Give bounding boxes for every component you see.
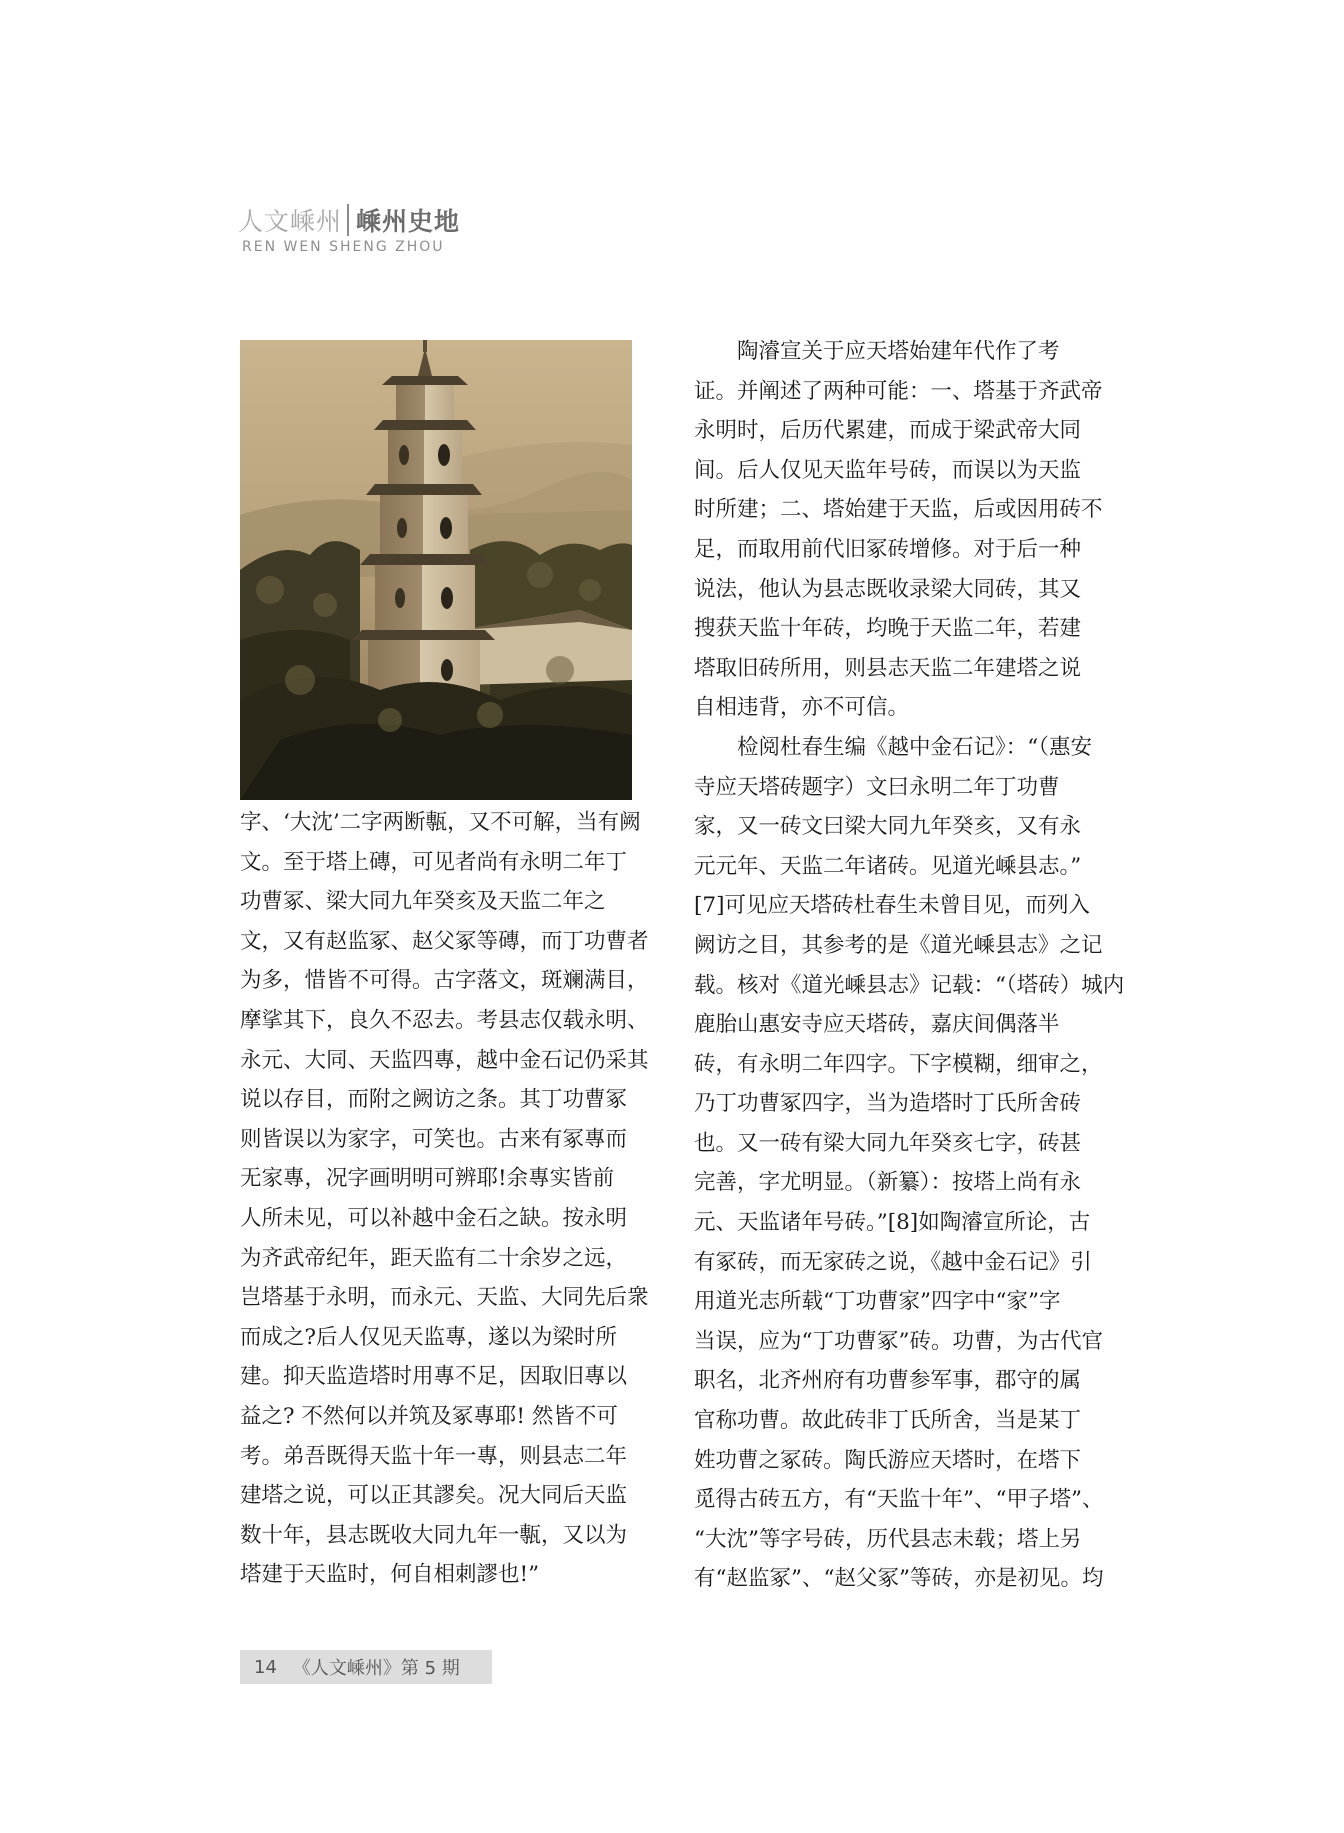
paragraph-line: 姓功曹之冢砖。陶氏游应天塔时，在塔下 (694, 1447, 1082, 1473)
page-footer (240, 1650, 492, 1684)
paragraph-line: 用道光志所载“丁功曹家”四字中“家”字 (694, 1289, 1061, 1315)
paragraph-line: 则皆误以为家字，可笑也。古来有冢專而 (240, 1126, 628, 1152)
paragraph-line: [7]可见应天塔砖杜春生未曾目见，而列入 (694, 893, 1090, 919)
paragraph-line: 数十年，县志既收大同九年一甎，又以为 (240, 1522, 628, 1548)
left-text-column (240, 803, 649, 1595)
page-number: 14 (254, 1656, 277, 1678)
paragraph-line: 搜获天监十年砖，均晚于天监二年，若建 (694, 616, 1082, 642)
paragraph-line: 说法，他认为县志既收录梁大同砖，其又 (694, 576, 1082, 602)
paragraph-line: 摩挲其下，良久不忍去。考县志仅载永明、 (240, 1007, 649, 1033)
paragraph-line: 有冢砖，而无家砖之说，《越中金石记》引 (694, 1249, 1092, 1275)
paragraph-line: 功曹冢、梁大同九年癸亥及天监二年之 (240, 889, 606, 915)
paragraph-line: 时所建；二、塔始建于天监，后或因用砖不 (694, 497, 1103, 523)
running-header (238, 203, 460, 255)
paragraph-line: 人所未见，可以补越中金石之缺。按永明 (240, 1205, 628, 1231)
paragraph-line: 塔建于天监时，何自相刺謬也!” (240, 1562, 540, 1588)
paragraph-line: 为多，惜皆不可得。古字落文，斑斓满目， (240, 968, 649, 994)
paragraph-line: 觅得古砖五方，有“天监十年”、“甲子塔”、 (694, 1487, 1104, 1513)
paragraph-line: 益之? 不然何以并筑及冢專耶! 然皆不可 (240, 1403, 618, 1429)
paragraph-line: 陶濬宣关于应天塔始建年代作了考 (694, 339, 1060, 364)
paragraph-line: 元、天监诸年号砖。”[8]如陶濬宣所论，古 (694, 1210, 1091, 1236)
paragraph-line: 当误，应为“丁功曹冢”砖。功曹，为古代官 (694, 1328, 1103, 1354)
paragraph-line: 家，又一砖文曰梁大同九年癸亥，又有永 (694, 814, 1082, 840)
paragraph-line: 证。并阐述了两种可能：一、塔基于齐武帝 (694, 378, 1103, 404)
paragraph-line: 有“赵监冢”、“赵父冢”等砖，亦是初见。均 (694, 1566, 1104, 1592)
paragraph-line: 足，而取用前代旧冢砖增修。对于后一种 (694, 536, 1082, 562)
paragraph-line: 建。抑天监造塔时用專不足，因取旧專以 (240, 1364, 628, 1390)
paragraph-line: 元元年、天监二年诸砖。见道光嵊县志。” (694, 853, 1082, 879)
paragraph-line: 完善，字尤明显。（新纂）：按塔上尚有永 (694, 1170, 1082, 1196)
paragraph-line: 自相违背，亦不可信。 (694, 695, 910, 721)
paragraph-line: 而成之?后人仅见天监專，遂以为梁时所 (240, 1324, 618, 1350)
header-divider (347, 204, 349, 236)
paragraph-line: 永元、大同、天监四專，越中金石记仍采其 (240, 1047, 649, 1073)
header-subsection: 嵊州史地 (356, 207, 461, 236)
paragraph-line: 文，又有赵监冢、赵父冢等磚，而丁功曹者 (240, 928, 649, 954)
paragraph-line: 无家專，况字画明明可辨耶!余專实皆前 (240, 1166, 615, 1192)
paragraph-line: 说以存目，而附之阙访之条。其丁功曹冢 (240, 1087, 628, 1113)
paragraph-line: 职名，北齐州府有功曹参军事，郡守的属 (694, 1368, 1082, 1394)
right-text-column (694, 332, 1125, 1599)
paragraph-line: 载。核对《道光嵊县志》记载：“（塔砖）城内 (694, 972, 1125, 998)
paragraph-line: 字、‘大沈’二字两断甎，又不可解，当有阙 (240, 810, 641, 835)
paragraph-line: 永明时，后历代累建，而成于梁武帝大同 (694, 418, 1082, 444)
paragraph-line: 建塔之说，可以正其謬矣。况大同后天监 (240, 1483, 628, 1509)
paragraph-line: 鹿胎山惠安寺应天塔砖，嘉庆间偶落半 (694, 1012, 1060, 1038)
pagoda-illustration (240, 340, 632, 800)
paragraph-line: 岂塔基于永明，而永元、天监、大同先后衆 (240, 1285, 649, 1311)
paragraph-line: 砖，有永明二年四字。下字模糊，细审之， (694, 1051, 1103, 1077)
paragraph-line: 间。后人仅见天监年号砖，而误以为天监 (694, 457, 1082, 483)
paragraph-line: 塔取旧砖所用，则县志天监二年建塔之说 (694, 655, 1082, 681)
paragraph-line: 也。又一砖有梁大同九年癸亥七字，砖甚 (694, 1130, 1082, 1156)
paragraph-line: 文。至于塔上磚，可见者尚有永明二年丁 (240, 849, 628, 875)
paragraph-line: 考。弟吾既得天监十年一專，则县志二年 (240, 1443, 628, 1469)
header-section: 人文嵊州 (238, 207, 343, 236)
paragraph-line: 检阅杜春生编《越中金石记》：“（惠安 (694, 734, 1092, 760)
paragraph-line: 为齐武帝纪年，距天监有二十余岁之远， (240, 1245, 628, 1271)
paragraph-line: 官称功曹。故此砖非丁氏所舍，当是某丁 (694, 1408, 1082, 1434)
paragraph-line: 阙访之目，其参考的是《道光嵊县志》之记 (694, 932, 1103, 958)
pagoda-photo (240, 340, 632, 800)
paragraph-line: “大沈”等字号砖，历代县志未载；塔上另 (694, 1526, 1082, 1552)
paragraph-line: 乃丁功曹冢四字，当为造塔时丁氏所舍砖 (694, 1091, 1082, 1117)
paragraph-line: 寺应天塔砖题字）文曰永明二年丁功曹 (694, 774, 1060, 800)
publication-title: 《人文嵊州》第 5 期 (292, 1658, 460, 1679)
header-pinyin: REN WEN SHENG ZHOU (242, 239, 445, 255)
